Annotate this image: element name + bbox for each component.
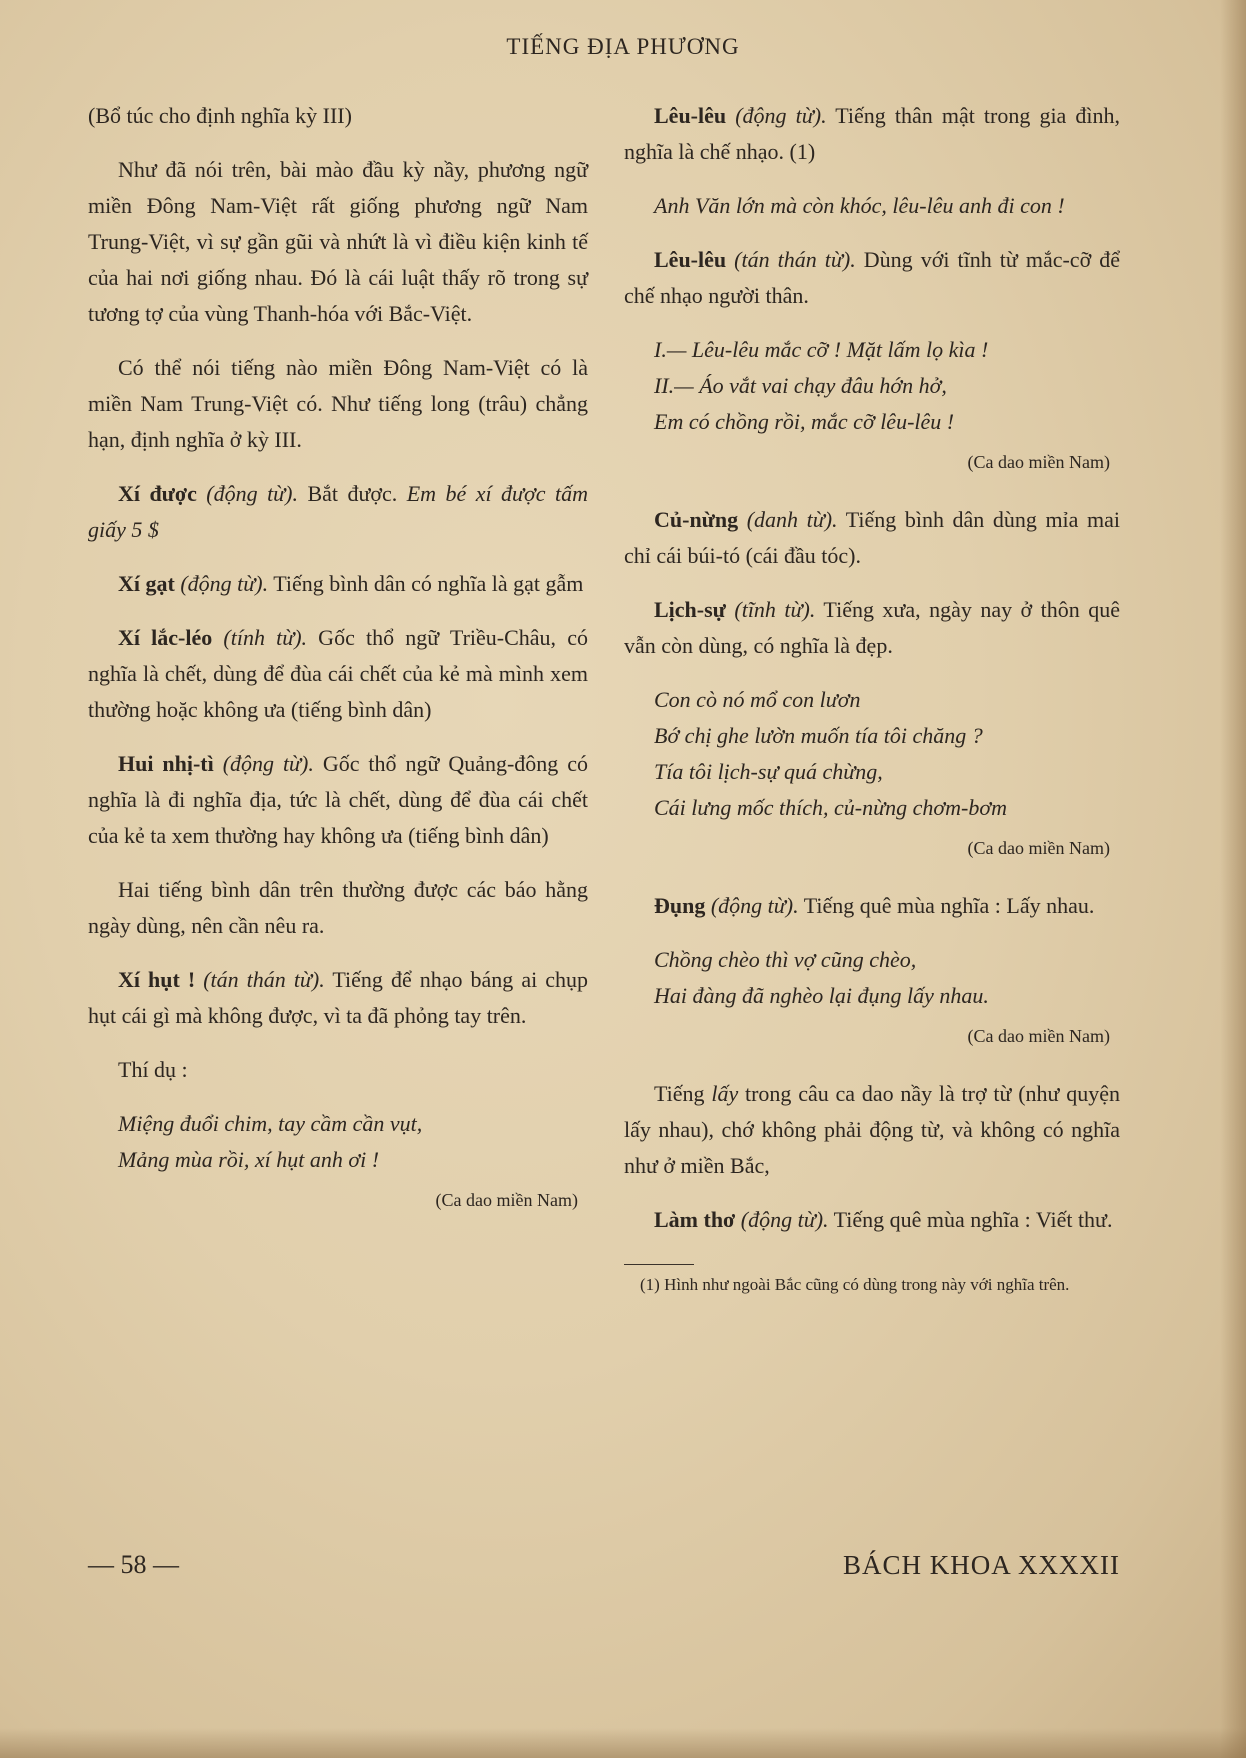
dictionary-entry [88, 962, 588, 1034]
dictionary-entry [88, 566, 588, 602]
grammar-label: (tĩnh từ). [734, 597, 816, 622]
verse-line: Bớ chị ghe lườn muốn tía tôi chăng ? [654, 723, 983, 748]
folk-verse [118, 1106, 588, 1178]
verse-line: II.— Áo vắt vai chạy đâu hớn hở, [654, 373, 947, 398]
dictionary-entry [624, 98, 1120, 170]
left-column [88, 98, 588, 1240]
definition: Dùng với tĩnh từ mắc-cỡ để chế nhạo người thân. [624, 247, 1121, 308]
footnote-rule [624, 1264, 694, 1265]
page-number: — 58 — [88, 1550, 179, 1579]
verse-source: (Ca dao miền Nam) [967, 838, 1110, 858]
folk-verse [654, 942, 1120, 1014]
grammar-label: (động từ). [710, 893, 799, 918]
headword: Đụng [654, 893, 706, 918]
page-edge-shadow [1220, 0, 1246, 1758]
verse-line: I.— Lêu-lêu mắc cỡ ! Mặt lấm lọ kìa ! [654, 337, 989, 362]
grammar-label: (tán thán từ). [203, 967, 325, 992]
grammar-label: (động từ). [180, 571, 269, 596]
verse-line: Chồng chèo thì vợ cũng chèo, [654, 947, 917, 972]
headword: Xí gạt [118, 571, 175, 596]
headword: Củ-nừng [654, 507, 739, 532]
grammar-label: (tán thán từ). [734, 247, 856, 272]
verse-source: (Ca dao miền Nam) [967, 452, 1110, 472]
grammar-label: (danh từ). [746, 507, 838, 532]
dictionary-entry [624, 592, 1120, 664]
page-bottom-shadow [0, 1728, 1246, 1758]
example: Anh Văn lớn mà còn khóc, lêu-lêu anh đi con ! [654, 193, 1065, 218]
verse-line: Tía tôi lịch-sự quá chừng, [654, 759, 883, 784]
dictionary-entry [624, 1202, 1120, 1238]
verse-line: Miệng đuổi chim, tay cầm cần vụt, [118, 1111, 423, 1136]
journal-title: BÁCH KHOA XXXXII [843, 1550, 1120, 1580]
folk-verse [654, 682, 1120, 826]
grammar-label: (tính từ). [223, 625, 308, 650]
definition: Tiếng thân mật trong gia đình, nghĩa là chế nhạo. (1) [624, 103, 1121, 164]
verse-source: (Ca dao miền Nam) [967, 1026, 1110, 1046]
dictionary-entry [624, 242, 1120, 314]
verse-line: Mảng mùa rồi, xí hụt anh ơi ! [118, 1147, 380, 1172]
footnote: (1) Hình như ngoài Bắc cũng có dùng trong này với nghĩa trên. [640, 1275, 1070, 1294]
grammar-label: (động từ). [735, 103, 827, 128]
definition: Tiếng để nhạo báng ai chụp hụt cái gì mà không được, vì ta đã phỏng tay trên. [88, 967, 588, 1028]
verse-line: Hai đàng đã nghèo lại đụng lấy nhau. [654, 983, 989, 1008]
verse-source: (Ca dao miền Nam) [435, 1190, 578, 1210]
definition: Gốc thổ ngữ Triều-Châu, có nghĩa là chết, dùng để đùa cái chết của kẻ mà mình xem thường hoặc không ưa (tiếng bình dân) [88, 625, 588, 722]
headword: Lịch-sự [654, 597, 726, 622]
headword: Làm thơ [654, 1207, 736, 1232]
headword: Hui nhị-tì [118, 751, 214, 776]
folk-verse [654, 332, 1120, 440]
verse-line: Cái lưng mốc thích, củ-nừng chơm-bơm [654, 795, 1007, 820]
definition: Tiếng xưa, ngày nay ở thôn quê vẫn còn dùng, có nghĩa là đẹp. [624, 597, 1121, 658]
headword: Lêu-lêu [654, 103, 727, 128]
verse-line: Em có chồng rồi, mắc cỡ lêu-lêu ! [654, 409, 955, 434]
definition: Gốc thổ ngữ Quảng-đông có nghĩa là đi nghĩa địa, tức là chết, dùng để đùa cái chết của kẻ ta xem thường hay không ưa (tiếng bình dân) [88, 751, 588, 848]
headword: Lêu-lêu [654, 247, 727, 272]
intro-paragraph: Như đã nói trên, bài mào đầu kỳ nầy, phương ngữ miền Đông Nam-Việt rất giống phương ngữ Nam Trung-Việt, vì sự gần gũi và nhứt là vì điều kiện kinh tế của hai nơi giống nhau. Đó là cái luật thấy rõ trong sự tương tợ của vùng Thanh-hóa với Bắc-Việt. [88, 157, 588, 326]
dictionary-entry [624, 888, 1120, 924]
paragraph: Có thể nói tiếng nào miền Đông Nam-Việt có là miền Nam Trung-Việt có. Như tiếng long (trâu) chẳng hạn, định nghĩa ở kỳ III. [88, 355, 588, 452]
dictionary-entry [88, 620, 588, 728]
example: Em bé xí được tấm giấy 5 $ [88, 481, 589, 542]
verse-line: Con cò nó mổ con lươn [654, 687, 861, 712]
dictionary-entry [624, 502, 1120, 574]
grammar-label: (động từ). [206, 481, 299, 506]
running-head: TIẾNG ĐỊA PHƯƠNG [506, 34, 740, 59]
definition: Tiếng bình dân dùng mỉa mai chỉ cái búi-tó (cái đầu tóc). [624, 507, 1121, 568]
paragraph-text: Tiếng [654, 1081, 712, 1106]
definition: Tiếng bình dân có nghĩa là gạt gẫm [268, 571, 584, 596]
grammar-label: (động từ). [222, 751, 314, 776]
headword: Xí hụt ! [118, 967, 196, 992]
headword: Xí lắc-léo [118, 625, 213, 650]
definition: Bắt được. [298, 481, 407, 506]
grammar-label: (động từ). [740, 1207, 829, 1232]
paragraph-text: trong câu ca dao nầy là trợ từ (như quyện lấy nhau), chớ không phải động từ, và không có nghĩa như ở miền Bắc, [624, 1081, 1121, 1178]
right-column [624, 98, 1120, 1299]
emphasized-word: lấy [711, 1081, 739, 1106]
dictionary-entry [88, 746, 588, 854]
dictionary-entry [88, 476, 588, 548]
headword: Xí được [118, 481, 197, 506]
example-intro: Thí dụ : [118, 1057, 188, 1082]
paragraph: Hai tiếng bình dân trên thường được các báo hằng ngày dùng, nên cần nêu ra. [88, 877, 588, 938]
definition: Tiếng quê mùa nghĩa : Lấy nhau. [798, 893, 1095, 918]
paragraph [624, 1076, 1120, 1184]
definition: Tiếng quê mùa nghĩa : Viết thư. [828, 1207, 1113, 1232]
supplement-note: (Bổ túc cho định nghĩa kỳ III) [88, 103, 352, 128]
